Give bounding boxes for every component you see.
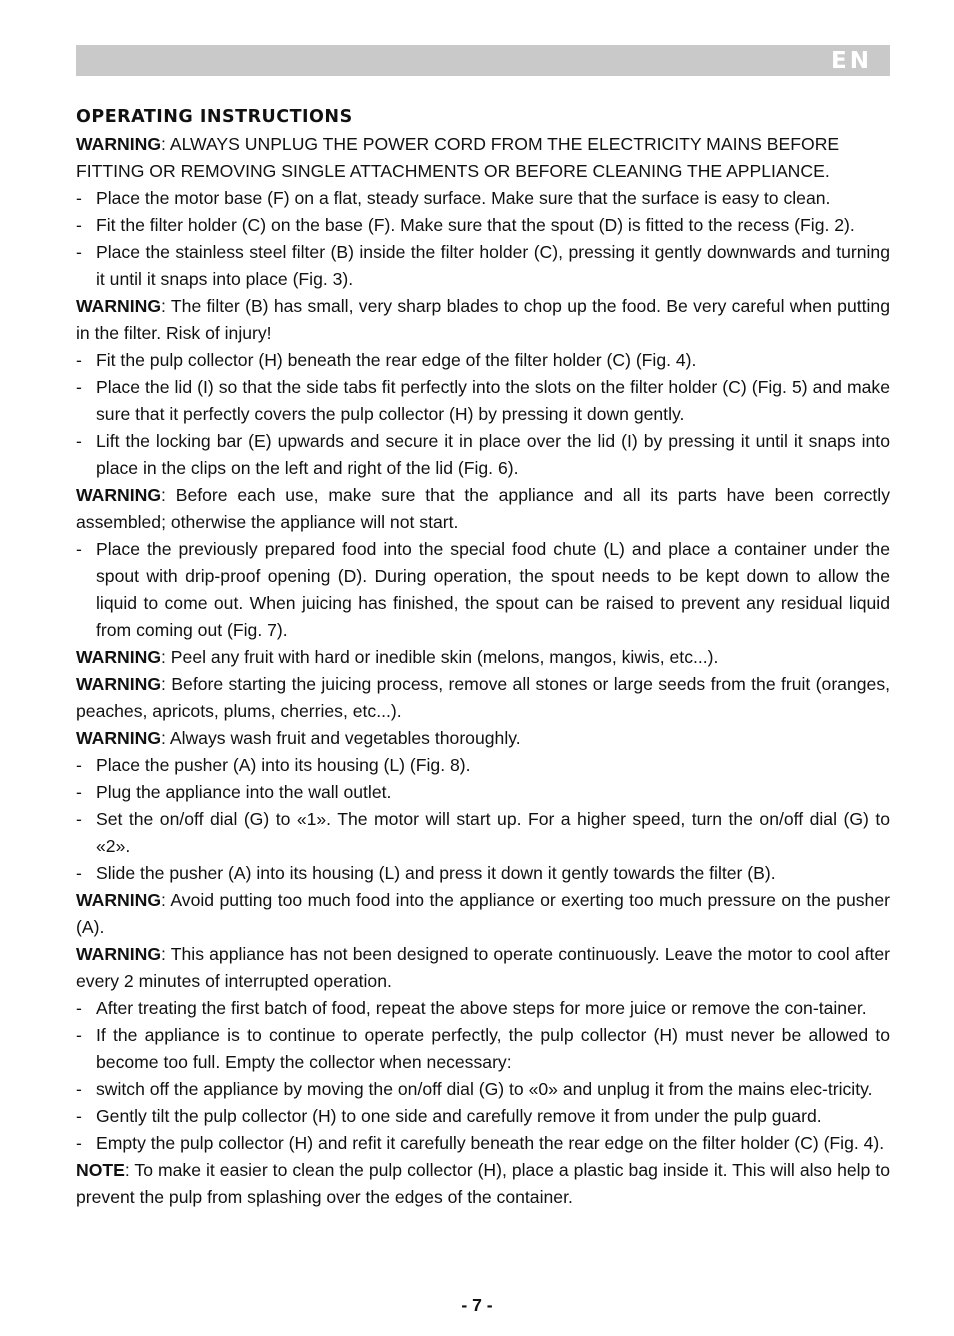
bullet-dash: - [76,1025,82,1045]
bullet-dash: - [76,809,82,829]
bullet-text: Set the on/off dial (G) to «1». The motor will start up. For a higher speed, turn the on/off dial (G) to «2». [96,809,890,856]
paragraph-text: : This appliance has not been designed to operate continuously. Leave the motor to cool after every 2 minutes of interrupted operation. [76,944,890,991]
bullet-text: Empty the pulp collector (H) and refit it carefully beneath the rear edge on the filter holder (C) (Fig. 4). [96,1133,885,1153]
bullet-text: Place the lid (I) so that the side tabs fit perfectly into the slots on the filter holder (C) (Fig. 5) and make sure that it perfectly covers the pulp collector (H) by pressing it down gently. [96,377,890,424]
bullet-dash: - [76,350,82,370]
warning-paragraph [76,725,890,752]
bullet-dash: - [76,1133,82,1153]
paragraph-keyword: WARNING [76,134,162,154]
paragraph-keyword: WARNING [76,647,162,667]
paragraph-keyword: WARNING [76,728,162,748]
paragraph-keyword: WARNING [76,296,162,316]
language-tag: EN [831,48,872,74]
bullet-text: Gently tilt the pulp collector (H) to one side and carefully remove it from under the pulp guard. [96,1106,822,1126]
bullet-item [76,1103,890,1130]
bullet-text: Place the motor base (F) on a flat, steady surface. Make sure that the surface is easy to clean. [96,188,831,208]
warning-paragraph [76,887,890,941]
header-band [76,45,890,76]
bullet-dash: - [76,215,82,235]
bullet-text: Fit the filter holder (C) on the base (F). Make sure that the spout (D) is fitted to the recess (Fig. 2). [96,215,855,235]
bullet-item [76,1130,890,1157]
paragraph-text: : Before each use, make sure that the appliance and all its parts have been correctly assembled; otherwise the appliance will not start. [76,485,890,532]
paragraph-text: : The filter (B) has small, very sharp blades to chop up the food. Be very careful when putting in the filter. Risk of injury! [76,296,890,343]
paragraph-text: : Peel any fruit with hard or inedible skin (melons, mangos, kiwis, etc...). [161,647,719,667]
paragraph-text: : To make it easier to clean the pulp collector (H), place a plastic bag inside it. This will also help to prevent the pulp from splashing over the edges of the container. [76,1160,890,1207]
bullet-dash: - [76,377,82,397]
bullet-dash: - [76,1106,82,1126]
bullet-text: Place the stainless steel filter (B) inside the filter holder (C), pressing it gently downwards and turning it until it snaps into place (Fig. 3). [96,242,890,289]
warning-paragraph [76,131,890,185]
paragraph-text: : Before starting the juicing process, remove all stones or large seeds from the fruit (oranges, peaches, apricots, plums, cherries, etc...). [76,674,890,721]
bullet-text: If the appliance is to continue to operate perfectly, the pulp collector (H) must never be allowed to become too full. Empty the collector when necessary: [96,1025,890,1072]
bullet-item [76,536,890,644]
paragraph-text: : Avoid putting too much food into the appliance or exerting too much pressure on the pusher (A). [76,890,890,937]
bullet-item [76,347,890,374]
bullet-text: Slide the pusher (A) into its housing (L) and press it down it gently towards the filter (B). [96,863,776,883]
paragraph-text: : ALWAYS UNPLUG THE POWER CORD FROM THE ELECTRICITY MAINS BEFORE FITTING OR REMOVING SINGLE ATTACHMENTS OR BEFORE CLEANING THE APPLIANCE. [76,134,840,181]
bullet-item [76,212,890,239]
section-title: OPERATING INSTRUCTIONS [76,107,353,127]
instruction-list [76,131,890,1211]
bullet-item [76,806,890,860]
bullet-item [76,995,890,1022]
bullet-text: Plug the appliance into the wall outlet. [96,782,392,802]
bullet-item [76,860,890,887]
bullet-item [76,374,890,428]
bullet-item [76,752,890,779]
bullet-text: switch off the appliance by moving the on/off dial (G) to «0» and unplug it from the mains elec-tricity. [96,1079,873,1099]
bullet-item [76,779,890,806]
bullet-dash: - [76,242,82,262]
note-paragraph [76,1157,890,1211]
bullet-text: Place the previously prepared food into the special food chute (L) and place a container under the spout with drip-proof opening (D). During operation, the spout needs to be kept down to allow the liquid to come out. When juicing has finished, the spout can be raised to prevent any residual liquid from coming out (Fig. 7). [96,539,890,640]
paragraph-keyword: NOTE [76,1160,125,1180]
bullet-dash: - [76,782,82,802]
paragraph-keyword: WARNING [76,890,162,910]
page-content [76,104,890,1211]
warning-paragraph [76,671,890,725]
page-number: - 7 - [461,1295,493,1315]
bullet-text: After treating the first batch of food, repeat the above steps for more juice or remove the con-tainer. [96,998,867,1018]
bullet-item [76,185,890,212]
bullet-text: Lift the locking bar (E) upwards and secure it in place over the lid (I) by pressing it until it snaps into place in the clips on the left and right of the lid (Fig. 6). [96,431,890,478]
paragraph-text: : Always wash fruit and vegetables thoroughly. [161,728,521,748]
bullet-item [76,1022,890,1076]
bullet-dash: - [76,755,82,775]
bullet-text: Place the pusher (A) into its housing (L) (Fig. 8). [96,755,471,775]
bullet-dash: - [76,863,82,883]
paragraph-keyword: WARNING [76,485,162,505]
bullet-dash: - [76,1079,82,1099]
bullet-item [76,1076,890,1103]
warning-paragraph [76,293,890,347]
warning-paragraph [76,941,890,995]
bullet-dash: - [76,539,82,559]
bullet-dash: - [76,998,82,1018]
bullet-dash: - [76,188,82,208]
paragraph-keyword: WARNING [76,674,162,694]
bullet-item [76,239,890,293]
paragraph-keyword: WARNING [76,944,162,964]
bullet-dash: - [76,431,82,451]
warning-paragraph [76,644,890,671]
bullet-text: Fit the pulp collector (H) beneath the rear edge of the filter holder (C) (Fig. 4). [96,350,697,370]
warning-paragraph [76,482,890,536]
bullet-item [76,428,890,482]
